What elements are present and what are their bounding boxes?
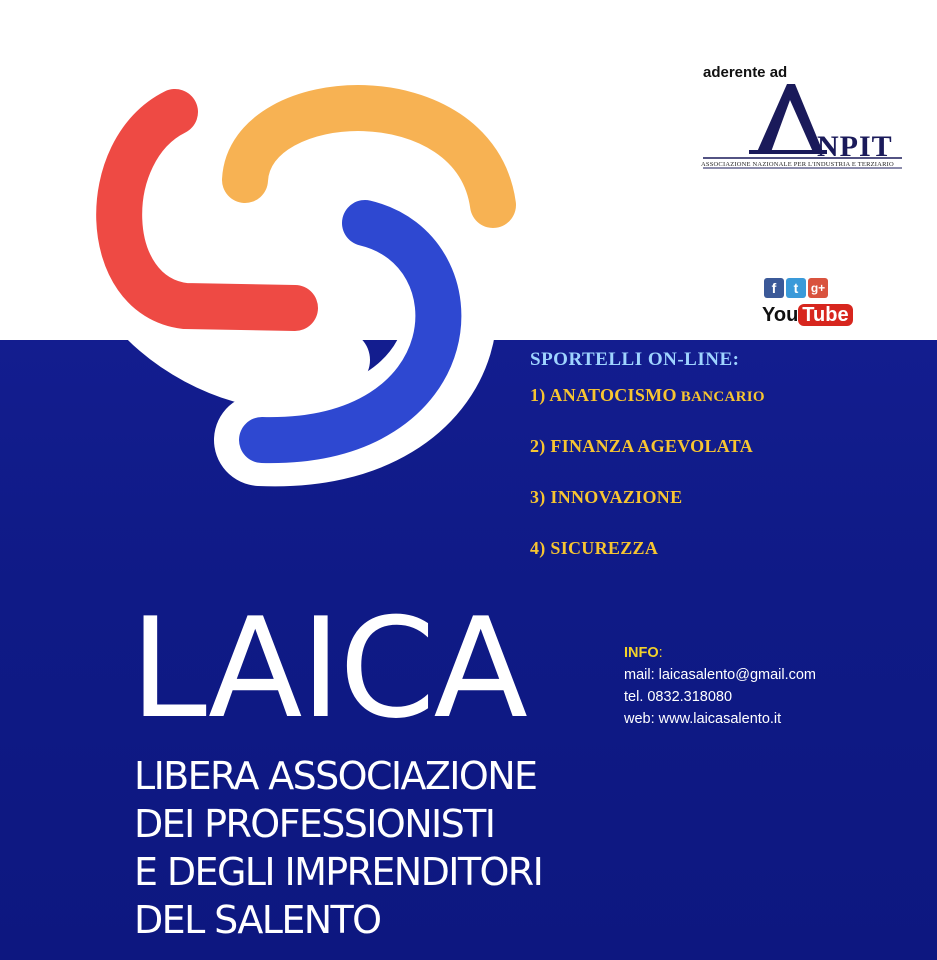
anpit-logo [695,62,910,177]
facebook-icon[interactable]: f [764,278,784,298]
laica-line: E DEGLI IMPRENDITORI [134,850,543,894]
youtube-icon[interactable] [762,304,853,330]
anpit-name: NPIT [817,130,893,163]
sportelli-title: SPORTELLI ON-LINE: [530,349,740,370]
sportello-item [530,538,765,589]
laica-line: DEI PROFESSIONISTI [134,802,495,846]
social-icons [762,278,849,330]
laica-full-name [134,752,542,944]
youtube-you-label: You [762,304,799,327]
anpit-aderente-label: aderente ad [703,64,788,81]
twitter-icon[interactable]: t [786,278,806,298]
laica-line: DEL SALENTO [134,898,381,942]
sportello-item-main: 2) FINANZA AGEVOLATA [530,436,753,456]
sportello-item [530,385,765,436]
google-plus-icon[interactable]: g+ [808,278,828,298]
sportello-item-main: 1) ANATOCISMO [530,385,677,405]
sportelli-list [530,385,765,589]
info-tel[interactable]: tel. 0832.318080 [624,689,733,705]
anpit-subtitle: ASSOCIAZIONE NAZIONALE PER L'INDUSTRIA E TERZIARIO [701,161,894,168]
sportello-item-main: 3) INNOVAZIONE [530,487,683,507]
info-web[interactable]: web: www.laicasalento.it [624,711,782,727]
info-mail[interactable]: mail: laicasalento@gmail.com [624,667,817,683]
info-block [624,642,816,730]
sportello-item-main: 4) SICUREZZA [530,538,659,558]
sportello-item [530,436,765,487]
info-title-colon: : [658,645,663,661]
sportello-item [530,487,765,538]
sportello-item-extra: BANCARIO [676,389,765,405]
youtube-tube-label: Tube [798,304,852,326]
laica-title: LAICA [130,588,526,749]
laica-line: LIBERA ASSOCIAZIONE [134,754,537,798]
info-title: INFO [624,645,659,661]
